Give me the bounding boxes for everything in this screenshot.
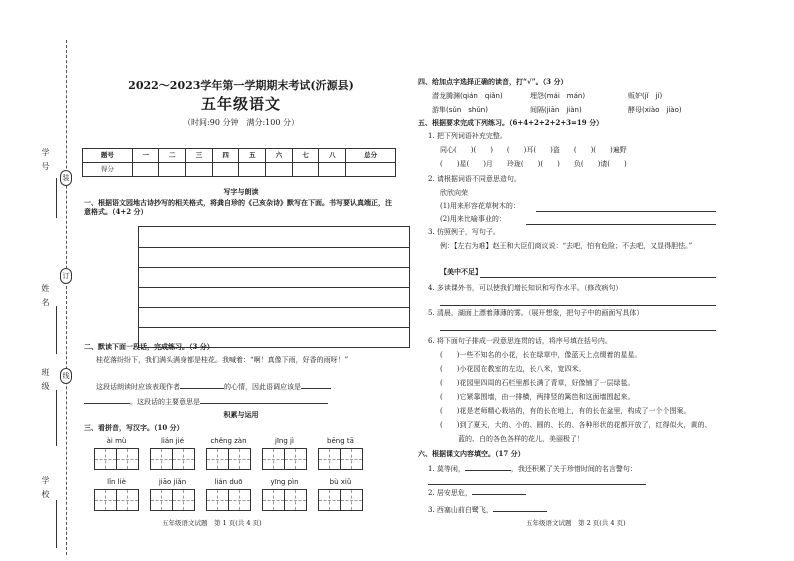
char-grid[interactable] [94, 489, 138, 511]
q4-item[interactable]: 酵母(xiào jiào) [628, 106, 682, 114]
binding-dashed-line [66, 40, 67, 555]
char-grid[interactable] [206, 489, 250, 511]
page-left [82, 0, 400, 561]
section-title-writing: 写字与朗读 [223, 187, 259, 196]
score-cell[interactable] [266, 163, 293, 177]
char-grid[interactable] [262, 448, 306, 470]
binding-label-class: 班级 [41, 368, 50, 396]
binding-label-school: 学校 [41, 476, 50, 504]
char-cell[interactable] [94, 448, 117, 470]
q5-title: 五、根据要求完成下列练习。（6+4+2+2+2+3=19 分） [418, 118, 604, 127]
q5-part6-item[interactable]: ( )到了夏天，大的、小的、圆的、长的、各种形状的花都开放了，红得似火，黄的、 [440, 421, 712, 429]
q2-blank-mood[interactable] [180, 382, 224, 389]
char-grid[interactable] [94, 448, 138, 470]
char-cell[interactable] [206, 448, 229, 470]
q6-blank[interactable] [465, 464, 511, 471]
poem-line [139, 247, 409, 248]
exam-subject: 五年级语文 [200, 95, 281, 113]
q5-part3: 3. 仿照例子，写句子。 [428, 228, 500, 236]
q5-part6-item[interactable]: ( )一些不知名的小花，长在绿草中，像蓝天上点缀着的星星。 [440, 351, 642, 359]
pinyin-label: jiāo jiǎn [158, 478, 187, 486]
score-cell[interactable] [212, 163, 239, 177]
q5-part6-tail: 蓝的、白的各色各样的花儿，美丽极了！ [458, 435, 584, 443]
binding-line-class [56, 390, 57, 446]
char-cell[interactable] [318, 489, 341, 511]
char-grid[interactable] [318, 448, 362, 470]
score-row-label: 得分 [83, 163, 133, 177]
char-cell[interactable] [262, 448, 285, 470]
q2-blank-main-idea[interactable] [200, 397, 328, 404]
binding-label-student-id: 学号 [41, 148, 50, 176]
binding-seal-2: 订 [60, 268, 72, 284]
q5-part6-item[interactable]: ( )花是老师精心栽培的，有的长在地上，有的长在盆里，构成了一个个图案。 [440, 407, 691, 415]
page-right [418, 0, 794, 561]
pinyin-label: ài mù [106, 437, 127, 445]
q5-part3-task: 【美中不足】 [440, 267, 482, 276]
answer-line[interactable] [536, 211, 716, 212]
binding-seal-3: 线 [60, 368, 72, 384]
score-header-cell: 七 [292, 149, 319, 163]
q6-blank[interactable] [472, 488, 526, 495]
binding-line-name [56, 306, 57, 354]
q3-title: 三、看拼音，写汉字。（10 分） [84, 423, 184, 432]
q5-part4: 4. 多读课外书，可以使我们增长知识和写作水平。（修改病句） [428, 284, 623, 292]
score-header-cell: 一 [132, 149, 159, 163]
poem-line [139, 267, 409, 268]
score-header-cell: 总分 [346, 149, 396, 163]
q2-passage: 桂花落纷纷下，我们满头满身都是桂花。我喊着：“啊！真像下雨，好香的雨呀！” [96, 356, 349, 364]
pinyin-label: bēng tā [327, 437, 354, 445]
binding-seal-1: 装 [60, 170, 72, 186]
q2-question-line2 [84, 397, 328, 407]
score-header-cell: 六 [266, 149, 293, 163]
q5-part2-b: (2)用来比喻事业的： [440, 215, 506, 223]
binding-margin [0, 0, 82, 561]
q4-item[interactable]: 贩妒(jǐ jí) [628, 92, 663, 100]
q5-part2: 2. 请根据词语不同意思造句。 [428, 175, 521, 183]
footer-page-2: 五年级语文试题 第 2 页(共 4 页) [526, 519, 626, 527]
char-grid[interactable] [318, 489, 362, 511]
q5-part1: 1. 把下列词语补充完整。 [428, 132, 507, 140]
exam-time-score: （时间:90 分钟 满分:100 分） [183, 118, 299, 127]
char-grid[interactable] [262, 489, 306, 511]
score-header-cell: 二 [159, 149, 186, 163]
score-header-cell: 八 [319, 149, 346, 163]
q5-part6-item[interactable]: ( )小花园在教室的左边，长八米，宽四米。 [440, 365, 586, 373]
char-grid[interactable] [150, 448, 194, 470]
q5-part3-example: 例：【左右为难】赵王和大臣们商议说：“去吧，怕有危险；不去吧，又显得胆怯。” [440, 242, 693, 250]
q6-text-3: 3. 西塞山前白鹭飞， [428, 506, 493, 514]
poem-line [139, 287, 409, 288]
binding-label-name: 姓名 [41, 284, 50, 312]
q5-part1-row1[interactable]: 同心( )( ) ( )耳( )盗 ( )( )遍野 [440, 146, 627, 154]
q5-part5: 5. 清晨，湖面上漂着薄薄的雾。（展开想象，把句子中的画面写具体） [428, 309, 644, 317]
char-cell[interactable] [262, 489, 285, 511]
q2-blank-tone[interactable] [301, 382, 331, 389]
char-grid[interactable] [206, 448, 250, 470]
q4-item[interactable]: 游隼(sǔn shǔn) [432, 106, 488, 114]
q6-title: 六、根据课文内容填空。（17 分） [418, 449, 525, 458]
pinyin-label: lián jié [160, 437, 185, 445]
pinyin-label: jīng jì [275, 437, 294, 445]
score-cell[interactable] [292, 163, 319, 177]
q5-part6-item[interactable]: ( )花园里四周的石栏里都长满了青草，好像铺了一层绿毯。 [440, 379, 635, 387]
q6-item2 [428, 488, 526, 498]
score-cell[interactable] [159, 163, 186, 177]
q6-blank[interactable] [493, 505, 547, 512]
q2-text-1a: 这段话朗读时应该表现作者 [96, 383, 180, 391]
section-title-knowledge: 积累与运用 [223, 410, 259, 419]
answer-line[interactable] [480, 277, 716, 278]
char-cell[interactable] [340, 448, 363, 470]
pinyin-label: yīng pìn [270, 478, 299, 486]
score-table [82, 148, 396, 177]
pinyin-label: lǐn liè [107, 478, 126, 486]
char-cell[interactable] [172, 489, 195, 511]
char-cell[interactable] [284, 489, 307, 511]
score-header-cell: 三 [186, 149, 213, 163]
score-cell[interactable] [239, 163, 266, 177]
q2-question-line1 [96, 382, 331, 392]
q1-instructions: 一、根据语文园地古诗抄写的相关格式，将龚自珍的《己亥杂诗》默写在下面。书写要认真端正，注意格式。（4+2 分） [84, 198, 392, 216]
exam-title: 2022～2023学年第一学期期末考试(沂源县) [128, 79, 354, 92]
char-cell[interactable] [150, 448, 173, 470]
score-header-cell: 题号 [83, 149, 133, 163]
char-cell[interactable] [228, 489, 251, 511]
q5-part6-item[interactable]: ( )它紧靠围墙，由一排横，两排竖的篱笆和这面墙围起来。 [440, 393, 635, 401]
score-cell[interactable] [186, 163, 213, 177]
char-cell[interactable] [172, 448, 195, 470]
q6-text-2: 2. 居安思危， [428, 489, 472, 497]
score-header-cell: 五 [239, 149, 266, 163]
score-table-score-row [83, 163, 396, 177]
q5-part2-word: 欣欣向荣 [440, 189, 468, 197]
binding-line-school [56, 500, 57, 548]
score-table-header-row [83, 149, 396, 163]
char-cell[interactable] [116, 489, 139, 511]
q6-item1 [428, 464, 637, 474]
q4-item[interactable]: 埋怨(mái mán) [530, 92, 586, 100]
q2-text-1b: 的心情，因此语调应该是 [224, 383, 301, 391]
char-grid[interactable] [150, 489, 194, 511]
char-cell[interactable] [116, 448, 139, 470]
score-cell[interactable] [132, 163, 159, 177]
q5-part1-row2[interactable]: ( )星( )月 玲珑( )( ) 负( )请( ) [440, 160, 627, 168]
q4-item[interactable]: 间隔(jiān jiàn) [530, 106, 582, 114]
score-cell[interactable] [319, 163, 346, 177]
poem-line [139, 327, 409, 328]
q2-blank-tone-cont[interactable] [84, 397, 130, 404]
q6-item3 [428, 505, 547, 515]
answer-line[interactable] [428, 484, 646, 485]
char-cell[interactable] [284, 448, 307, 470]
poem-writing-box[interactable] [138, 226, 410, 348]
score-header-cell: 四 [212, 149, 239, 163]
answer-line[interactable] [440, 305, 716, 306]
score-cell[interactable] [346, 163, 396, 177]
answer-line[interactable] [526, 224, 716, 225]
char-cell[interactable] [318, 448, 341, 470]
char-cell[interactable] [340, 489, 363, 511]
q4-item[interactable]: 潜龙腾渊(qián qiǎn) [432, 92, 503, 100]
footer-page-1: 五年级语文试题 第 1 页(共 4 页) [162, 519, 262, 527]
q6-text-1: 1. 莫等闲， [428, 465, 465, 473]
char-cell[interactable] [228, 448, 251, 470]
q5-part6: 6. 将下面句子排成一段意思连贯的话，将序号填在括号内。 [428, 337, 612, 345]
q2-text-2: 。这段话的主要意思是 [130, 398, 200, 406]
char-cell[interactable] [150, 489, 173, 511]
pinyin-label: chěng zàn [210, 437, 247, 445]
answer-line[interactable] [440, 330, 716, 331]
q5-part2-a: (1)用来形容花草树木的： [440, 202, 520, 210]
q2-title: 二、默读下面一段话，完成练习。（3 分） [84, 342, 214, 351]
pinyin-label: bù xiǔ [329, 478, 352, 486]
pinyin-label: lián duō [214, 478, 243, 486]
q6-text-1b: ，我还积累了关于珍惜时间的名言警句： [510, 465, 637, 473]
binding-line-student-id [56, 178, 57, 218]
char-cell[interactable] [94, 489, 117, 511]
poem-line [139, 307, 409, 308]
q4-title: 四、给加点字选择正确的读音，打“√”。（3 分） [418, 77, 568, 86]
char-cell[interactable] [206, 489, 229, 511]
